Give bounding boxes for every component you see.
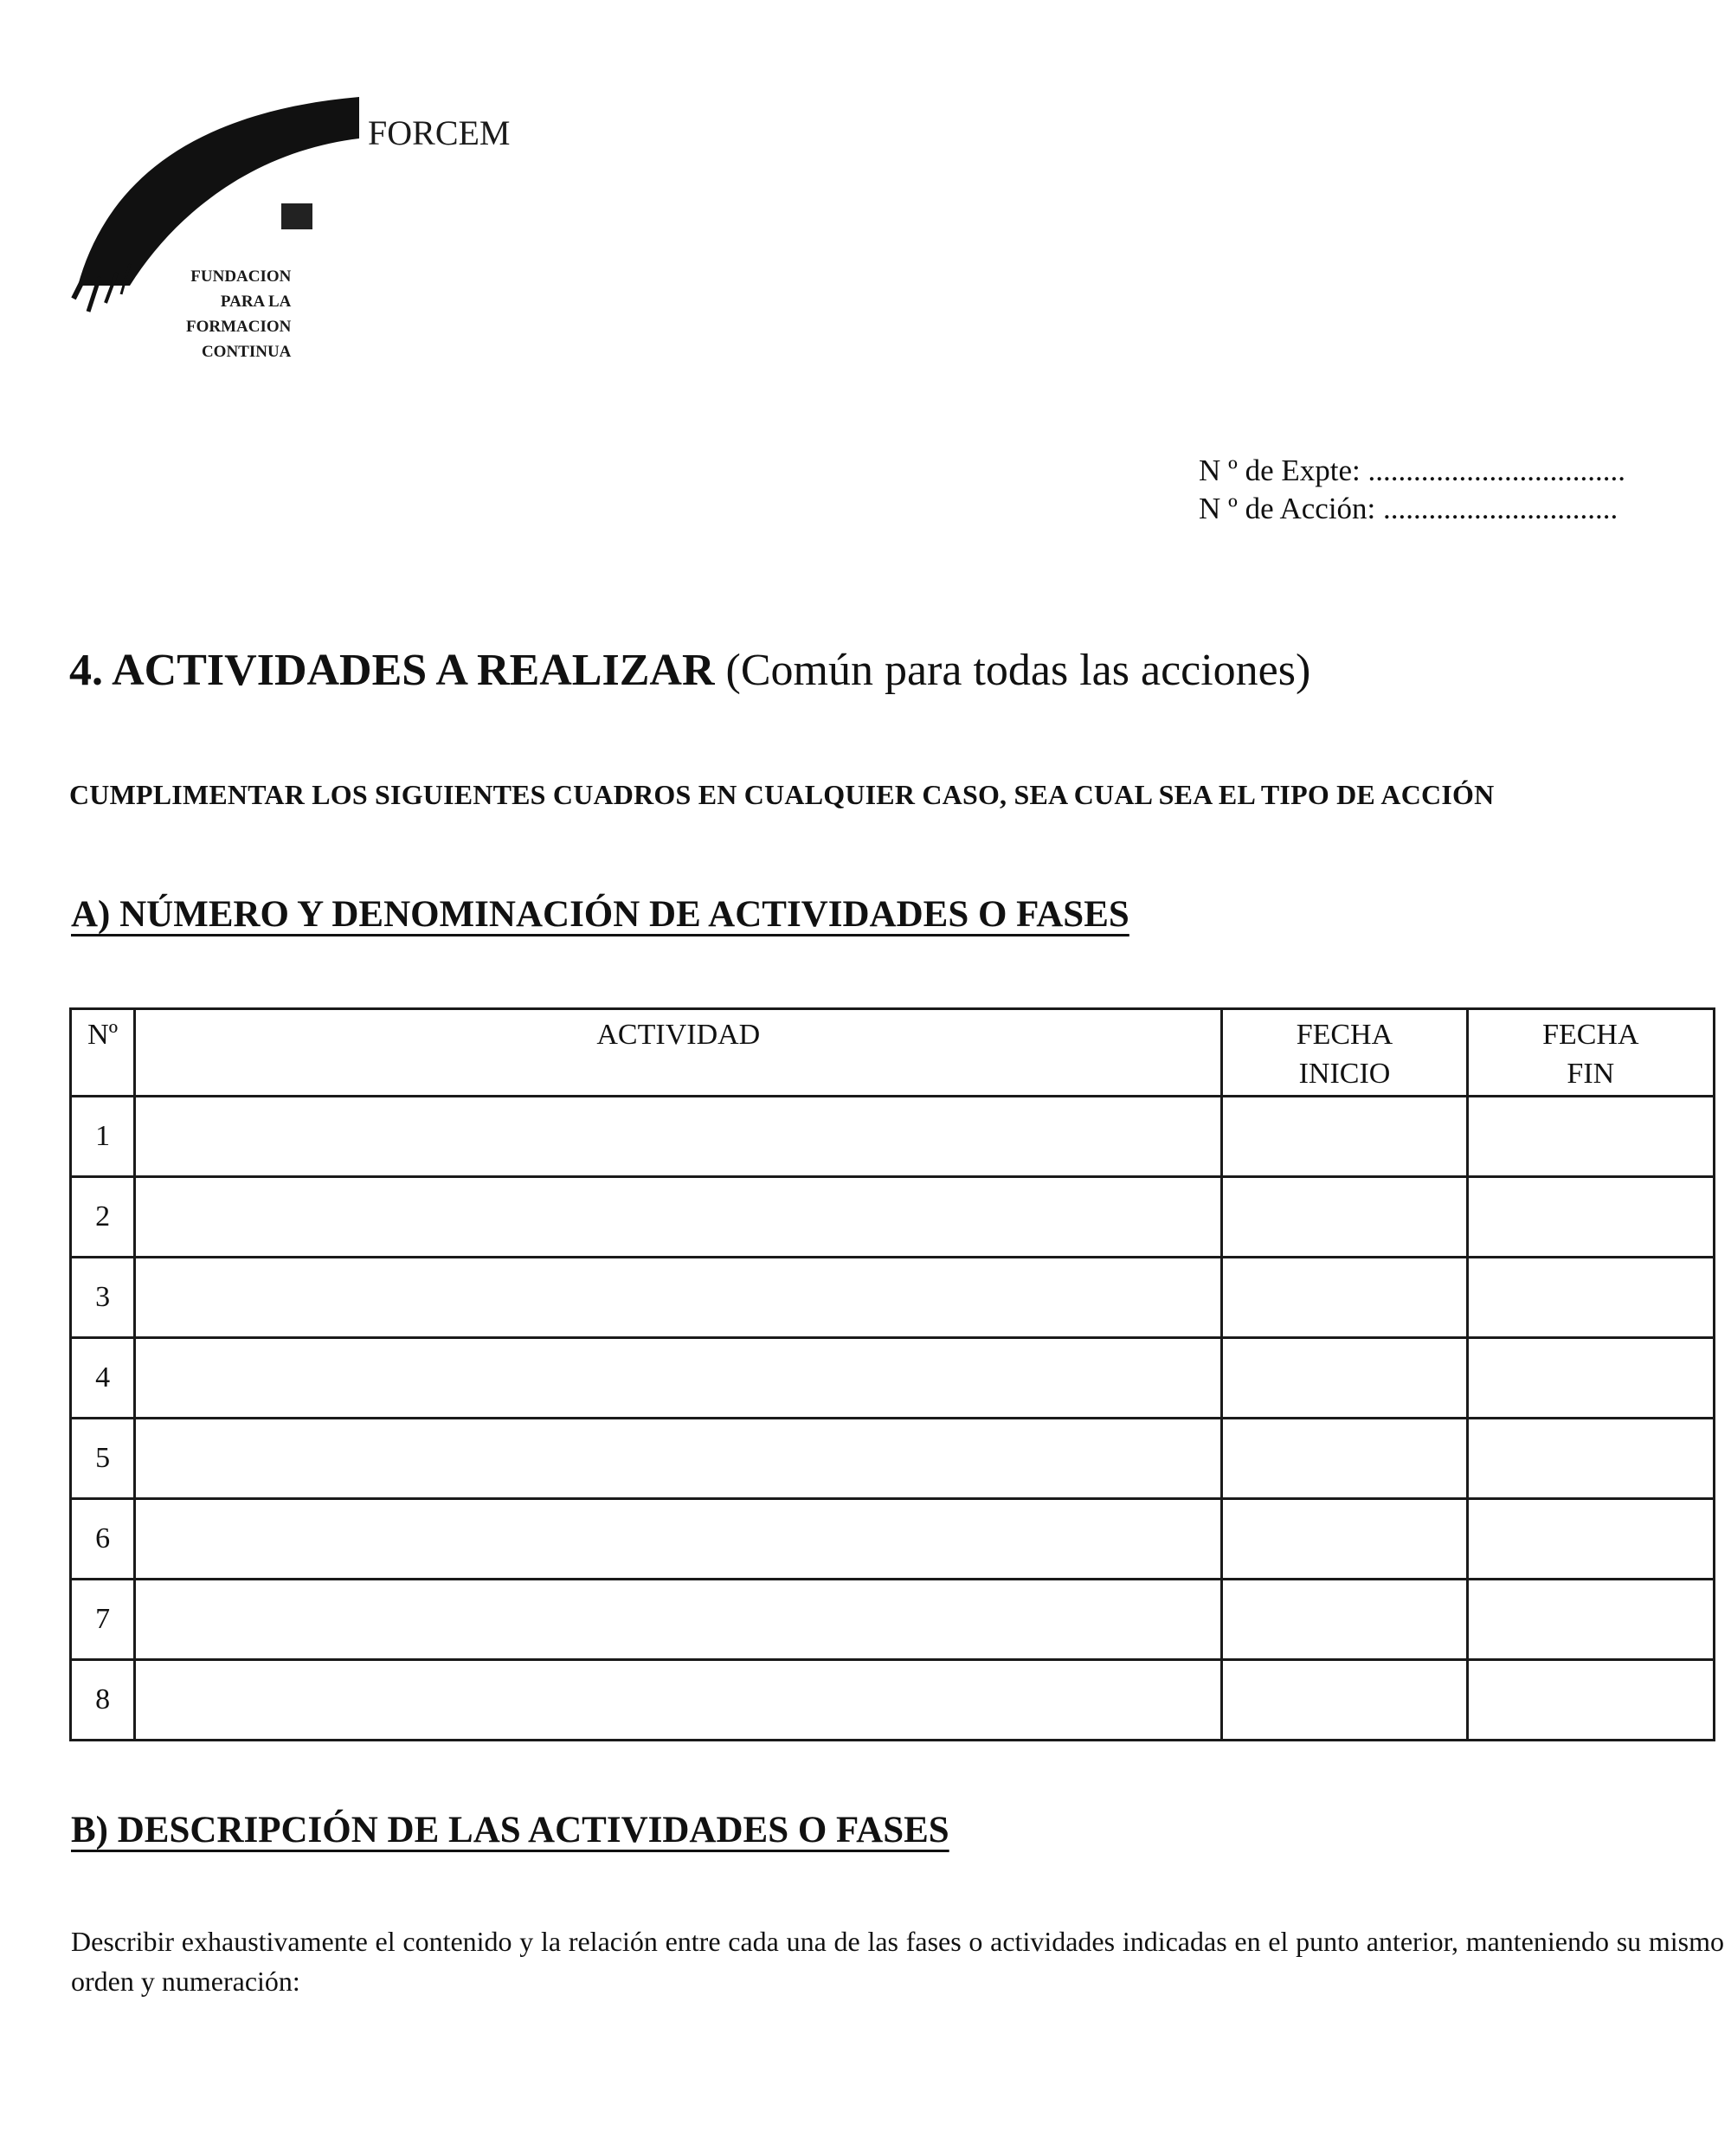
instruction-text: CUMPLIMENTAR LOS SIGUIENTES CUADROS EN CUALQUIER CASO, SEA CUAL SEA EL TIPO DE ACCIÓN <box>69 779 1495 810</box>
start-date-cell[interactable] <box>1222 1419 1467 1499</box>
expte-row <box>1199 452 1625 490</box>
reference-block <box>1199 452 1625 528</box>
header-end-line2: FIN <box>1567 1058 1615 1090</box>
table-row <box>71 1499 1715 1580</box>
table-row <box>71 1177 1715 1258</box>
table-row <box>71 1258 1715 1338</box>
logo-subtitle-line: PARA LA <box>220 293 292 311</box>
accion-row <box>1199 490 1625 528</box>
header-activity-label: ACTIVIDAD <box>596 1019 761 1051</box>
row-number: 6 <box>71 1499 135 1580</box>
logo-subtitle-line: FUNDACION <box>190 267 292 286</box>
end-date-cell[interactable] <box>1467 1499 1714 1580</box>
activity-cell[interactable] <box>135 1097 1222 1177</box>
row-number: 1 <box>71 1097 135 1177</box>
start-date-cell[interactable] <box>1222 1177 1467 1258</box>
end-date-cell[interactable] <box>1467 1177 1714 1258</box>
activity-cell[interactable] <box>135 1338 1222 1419</box>
section-title <box>69 645 1310 696</box>
activity-cell[interactable] <box>135 1177 1222 1258</box>
activity-cell[interactable] <box>135 1258 1222 1338</box>
header-number <box>71 1009 135 1097</box>
table-row <box>71 1097 1715 1177</box>
logo-subtitle-line: FORMACION <box>186 318 292 336</box>
logo-name: FORCEM <box>368 113 511 152</box>
part-a-title: A) NÚMERO Y DENOMINACIÓN DE ACTIVIDADES O FASES <box>71 894 1129 935</box>
end-date-cell[interactable] <box>1467 1338 1714 1419</box>
start-date-cell[interactable] <box>1222 1258 1467 1338</box>
start-date-cell[interactable] <box>1222 1660 1467 1741</box>
logo-subtitle-line: CONTINUA <box>201 343 292 361</box>
row-number: 7 <box>71 1580 135 1660</box>
part-b-description: Describir exhaustivamente el contenido y la relación entre cada una de las fases o actividades indicadas en el punto anterior, manteniendo su mismo orden y numeración: <box>71 1926 1724 1997</box>
end-date-cell[interactable] <box>1467 1580 1714 1660</box>
row-number: 5 <box>71 1419 135 1499</box>
header-number-label: Nº <box>87 1019 119 1051</box>
start-date-cell[interactable] <box>1222 1338 1467 1419</box>
section-note: (Común para todas las acciones) <box>725 646 1311 695</box>
logo-subtitle <box>186 264 291 364</box>
forcem-logo <box>69 87 554 381</box>
table-row <box>71 1580 1715 1660</box>
header-start-line2: INICIO <box>1298 1058 1391 1090</box>
header-end-date <box>1467 1009 1714 1097</box>
end-date-cell[interactable] <box>1467 1660 1714 1741</box>
activity-cell[interactable] <box>135 1660 1222 1741</box>
header-start-line1: FECHA <box>1296 1019 1393 1051</box>
activity-cell[interactable] <box>135 1580 1222 1660</box>
activity-cell[interactable] <box>135 1419 1222 1499</box>
row-number: 2 <box>71 1177 135 1258</box>
accion-field[interactable]: ............................... <box>1383 492 1618 525</box>
activity-cell[interactable] <box>135 1499 1222 1580</box>
end-date-cell[interactable] <box>1467 1419 1714 1499</box>
row-number: 3 <box>71 1258 135 1338</box>
expte-label: N º de Expte: <box>1199 454 1361 487</box>
start-date-cell[interactable] <box>1222 1097 1467 1177</box>
end-date-cell[interactable] <box>1467 1258 1714 1338</box>
start-date-cell[interactable] <box>1222 1499 1467 1580</box>
header-end-line1: FECHA <box>1542 1019 1639 1051</box>
part-b-title: B) DESCRIPCIÓN DE LAS ACTIVIDADES O FASES <box>71 1810 949 1850</box>
expte-field[interactable]: .................................. <box>1367 454 1626 487</box>
row-number: 8 <box>71 1660 135 1741</box>
table-header-row <box>71 1009 1715 1097</box>
table-row <box>71 1338 1715 1419</box>
table-row <box>71 1419 1715 1499</box>
row-number: 4 <box>71 1338 135 1419</box>
accion-label: N º de Acción: <box>1199 492 1376 525</box>
activities-table <box>69 1007 1715 1741</box>
start-date-cell[interactable] <box>1222 1580 1467 1660</box>
end-date-cell[interactable] <box>1467 1097 1714 1177</box>
header-activity <box>135 1009 1222 1097</box>
section-number-title: 4. ACTIVIDADES A REALIZAR <box>69 646 715 695</box>
header-start-date <box>1222 1009 1467 1097</box>
table-row <box>71 1660 1715 1741</box>
